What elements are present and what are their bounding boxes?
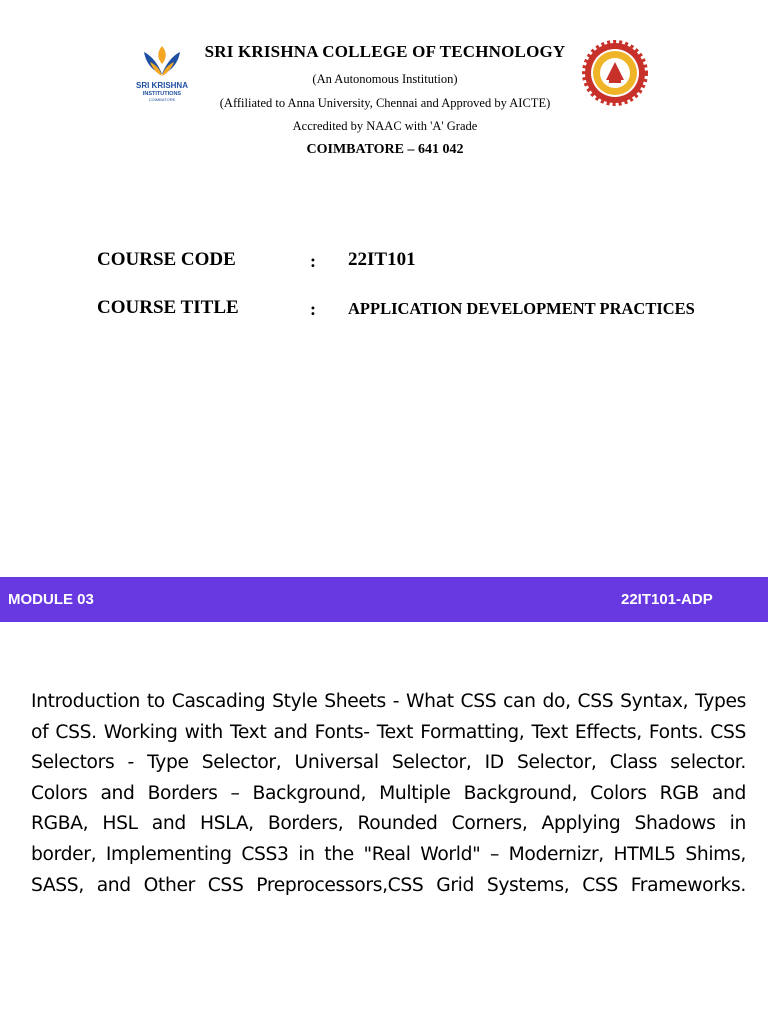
svg-text:COIMBATORE: COIMBATORE xyxy=(148,97,176,102)
svg-text:INSTITUTIONS: INSTITUTIONS xyxy=(142,91,182,97)
course-code-row xyxy=(0,249,768,279)
svg-text:SRI KRISHNA: SRI KRISHNA xyxy=(135,81,189,90)
affiliation-line: (Affiliated to Anna University, Chennai and Approved by AICTE) xyxy=(219,96,551,110)
institution-status: (An Autonomous Institution) xyxy=(312,72,458,86)
course-code-separator: : xyxy=(310,251,316,271)
college-name: SRI KRISHNA COLLEGE OF TECHNOLOGY xyxy=(204,42,566,61)
course-code-value: 22IT101 xyxy=(348,249,416,270)
course-title-row xyxy=(0,297,768,327)
course-code-label: COURSE CODE xyxy=(97,249,236,270)
sri-krishna-institutions-logo xyxy=(130,40,194,104)
module-number: MODULE 03 xyxy=(8,591,94,608)
module-course-tag: 22IT101-ADP xyxy=(621,591,713,608)
city-line: COIMBATORE – 641 042 xyxy=(306,142,464,157)
module-banner xyxy=(0,577,768,622)
course-title-separator: : xyxy=(310,299,316,319)
course-title-value: APPLICATION DEVELOPMENT PRACTICES xyxy=(348,299,695,318)
course-title-label: COURSE TITLE xyxy=(97,297,239,318)
college-seal-logo xyxy=(582,40,648,106)
letterhead xyxy=(0,0,768,170)
accreditation-line: Accredited by NAAC with 'A' Grade xyxy=(292,119,478,133)
module-syllabus-paragraph: Introduction to Cascading Style Sheets - What CSS can do, CSS Syntax, Types of CSS. Working with Text and Fonts- Text Formatting, Text Effects, Fonts. CSS Selectors - Type Selector, Universal Selector, ID Selector, Class selector. Colors and Borders – Background, Multiple Background, Colors RGB and RGBA, HSL and HSLA, Borders, Rounded Corners, Applying Shadows in border, Implementing CSS3 in the "Real World" – Modernizr, HTML5 Shims, SASS, and Other CSS Preprocessors,CSS Grid Systems, CSS Frameworks. xyxy=(31,691,746,896)
